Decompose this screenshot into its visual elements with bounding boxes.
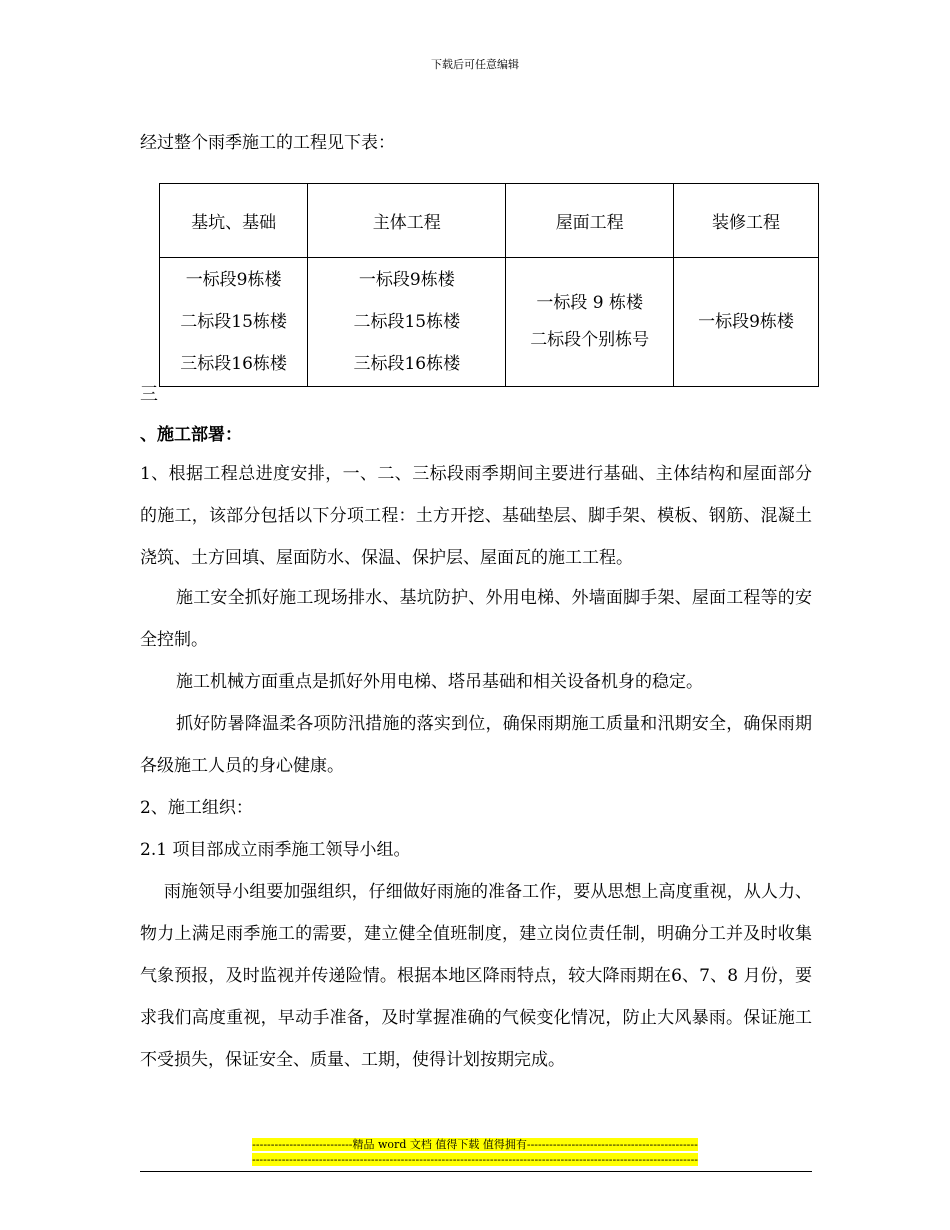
cell-line: 三标段16栋楼 [353,354,461,374]
cell-line: 一标段 9 栋楼 [536,293,643,313]
section-mark: 三 [140,384,158,405]
table-cell [506,258,674,387]
cell-line: 一标段9栋楼 [698,312,794,332]
subsection-heading: 2.1 项目部成立雨季施工领导小组。 [140,840,411,860]
section-title: 、施工部署： [140,425,242,445]
table-cell [308,258,506,387]
intro-text: 经过整个雨季施工的工程见下表： [140,133,395,153]
table-header-row [160,184,819,258]
subsection-heading: 2、施工组织： [140,798,253,818]
footer-banner-line: ---------------------------精品 word 文档 值得下载 值得拥有---------------------------------------------- [252,1138,698,1151]
table-header-cell: 基坑、基础 [160,184,308,258]
table-row [160,258,819,387]
cell-line: 一标段9栋楼 [185,270,282,290]
paragraph: 雨施领导小组要加强组织，仔细做好雨施的准备工作，要从思想上高度重视，从人力、物力上满足雨季施工的需要，建立健全值班制度，建立岗位责任制，明确分工并及时收集气象预报，及时监视并传递险情。根据本地区降雨特点，较大降雨期在6、7、8 月份，要求我们高度重视，早动手准备，及时掌握准确的气候变化情况，防止大风暴雨。保证施工不受损失，保证安全、质量、工期，使得计划按期完成。 [140,882,812,1070]
header-note: 下载后可任意编辑 [431,58,519,71]
footer-banner-line: ------------------------------------------------------------------------------------------------------------------------ [251,1153,698,1166]
paragraph: 1、根据工程总进度安排，一、二、三标段雨季期间主要进行基础、主体结构和屋面部分的施工，该部分包括以下分项工程：土方开挖、基础垫层、脚手架、模板、钢筋、混凝土浇筑、土方回填、屋面防水、保温、保护层、屋面瓦的施工工程。 [140,464,812,568]
table-header-cell: 装修工程 [674,184,819,258]
paragraph: 施工机械方面重点是抓好外用电梯、塔吊基础和相关设备机身的稳定。 [176,672,703,692]
table-cell [160,258,308,387]
cell-line: 二标段15栋楼 [180,312,287,332]
footer-banner [0,1138,950,1152]
footer-banner [0,1153,950,1167]
cell-line: 二标段15栋楼 [353,312,461,332]
footer-rule [140,1171,812,1172]
paragraph: 施工安全抓好施工现场排水、基坑防护、外用电梯、外墙面脚手架、屋面工程等的安全控制。 [140,588,812,650]
table-header-cell: 屋面工程 [506,184,674,258]
table-header-cell: 主体工程 [308,184,506,258]
works-table [159,183,819,387]
cell-line: 三标段16栋楼 [180,354,287,374]
cell-line: 二标段个别栋号 [530,330,650,350]
paragraph: 抓好防暑降温柔各项防汛措施的落实到位，确保雨期施工质量和汛期安全，确保雨期各级施工人员的身心健康。 [140,714,812,776]
cell-line: 一标段9栋楼 [358,270,455,290]
table-cell [674,258,819,387]
